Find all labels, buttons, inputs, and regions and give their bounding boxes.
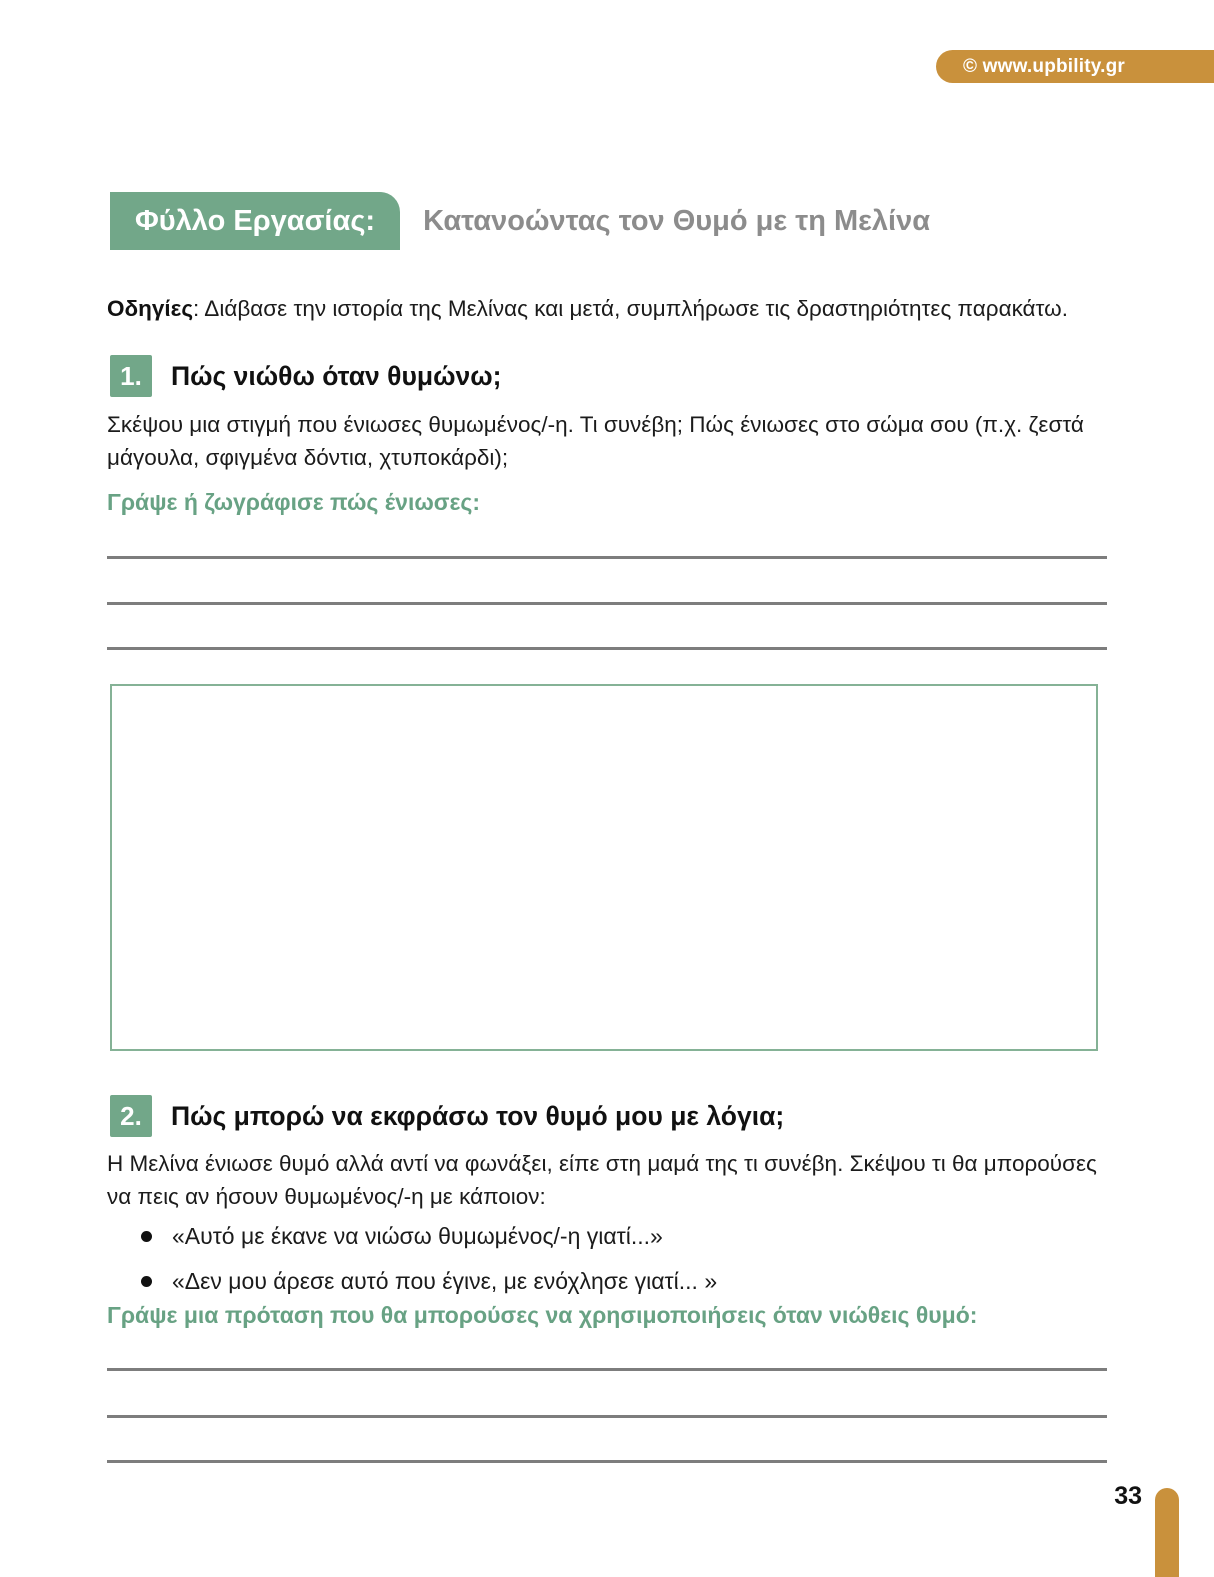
- list-item-text: «Αυτό με έκανε να νιώσω θυμωμένος/-η γιατί...»: [172, 1223, 663, 1249]
- section-1-heading: [110, 355, 501, 397]
- page-edge-decoration-bar: [1155, 1488, 1179, 1577]
- worksheet-header: [110, 192, 930, 250]
- instructions-paragraph: [107, 293, 1119, 325]
- section-2-prompt: Γράψε μια πρόταση που θα μπορούσες να χρησιμοποιήσεις όταν νιώθεις θυμό:: [107, 1302, 978, 1328]
- example-phrases-list: [141, 1222, 1101, 1312]
- section-2-heading: [110, 1095, 784, 1137]
- section-1-prompt: Γράψε ή ζωγράφισε πώς ένιωσες:: [107, 489, 481, 515]
- writing-line: [107, 647, 1107, 650]
- worksheet-label: Φύλλο Εργασίας:: [135, 204, 376, 237]
- list-item: [141, 1267, 1101, 1297]
- bullet-icon: [141, 1276, 152, 1287]
- writing-line: [107, 556, 1107, 559]
- section-1-body: Σκέψου μια στιγμή που ένιωσες θυμωμένος/-η. Τι συνέβη; Πώς ένιωσες στο σώμα σου (π.χ. ζεστά μάγουλα, σφιγμένα δόντια, χτυποκάρδι);: [107, 412, 1084, 470]
- section-2-body: Η Μελίνα ένιωσε θυμό αλλά αντί να φωνάξει, είπε στη μαμά της τι συνέβη. Σκέψου τι θα μπορούσες να πεις αν ήσουν θυμωμένος/-η με κάποιον:: [107, 1151, 1097, 1209]
- page-title: Κατανοώντας τον Θυμό με τη Μελίνα: [423, 204, 931, 237]
- list-item: [141, 1222, 1101, 1252]
- writing-line: [107, 1415, 1107, 1418]
- worksheet-label-box: [110, 192, 400, 250]
- writing-line: [107, 1368, 1107, 1371]
- copyright-text: © www.upbility.gr: [963, 55, 1126, 77]
- writing-line: [107, 1460, 1107, 1463]
- instructions-text: : Διάβασε την ιστορία της Μελίνας και μετά, συμπλήρωσε τις δραστηριότητες παρακάτω.: [193, 296, 1068, 321]
- section-1-number-badge: 1.: [110, 355, 152, 397]
- writing-line: [107, 602, 1107, 605]
- drawing-area-box: [110, 684, 1098, 1051]
- section-2-number-badge: 2.: [110, 1095, 152, 1137]
- instructions-label: Οδηγίες: [107, 296, 194, 321]
- page-number: 33: [1114, 1482, 1142, 1510]
- bullet-icon: [141, 1231, 152, 1242]
- copyright-badge: [936, 50, 1214, 83]
- list-item-text: «Δεν μου άρεσε αυτό που έγινε, με ενόχλησε γιατί... »: [172, 1267, 718, 1294]
- section-1-title: Πώς νιώθω όταν θυμώνω;: [171, 360, 502, 391]
- section-2-title: Πώς μπορώ να εκφράσω τον θυμό μου με λόγια;: [171, 1100, 785, 1131]
